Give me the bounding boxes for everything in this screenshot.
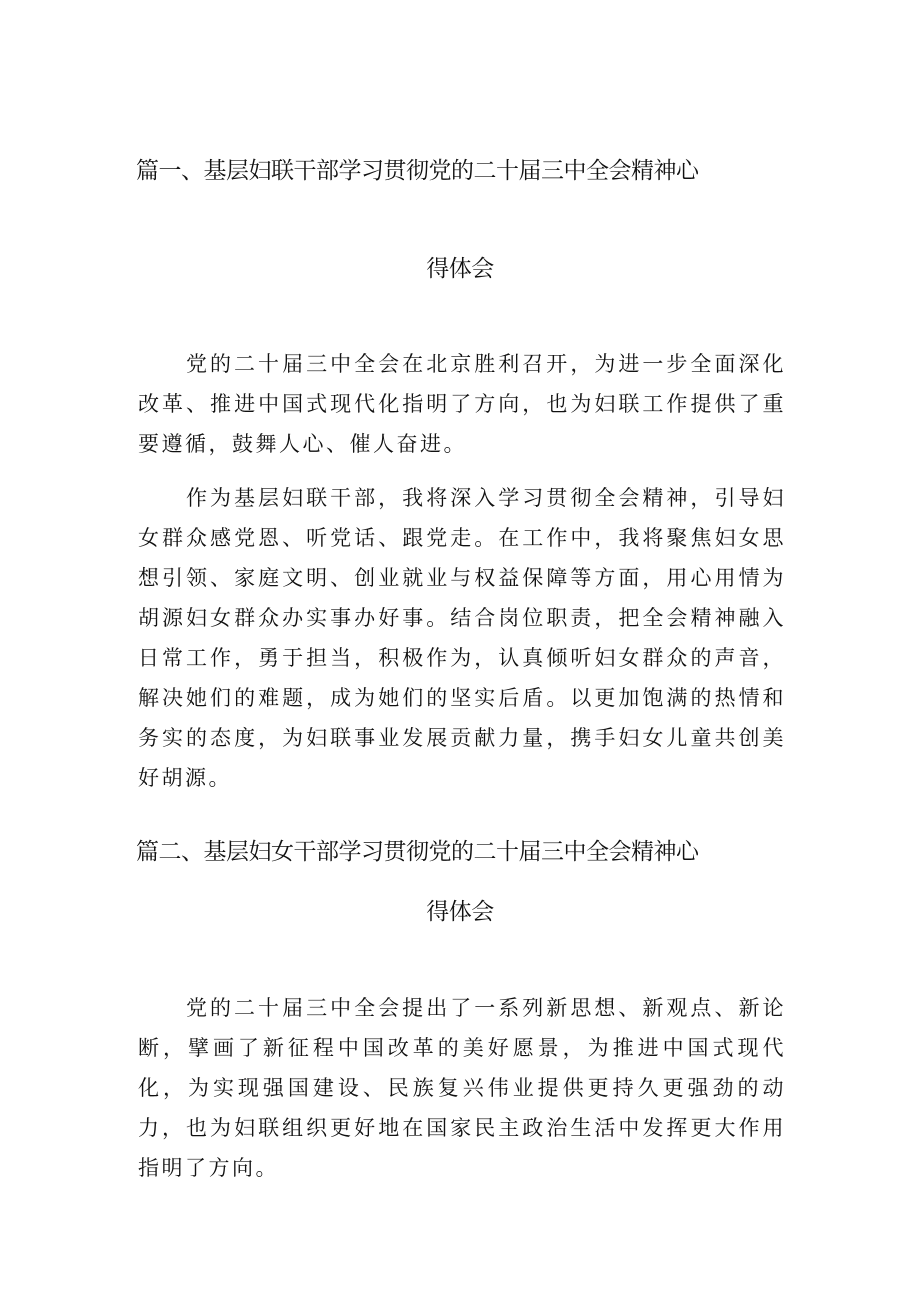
section2-title-line2: 得体会 bbox=[426, 899, 494, 925]
section2-title-line1: 篇二、基层妇女干部学习贯彻党的二十届三中全会精神心 bbox=[136, 839, 699, 865]
section1-title-line2: 得体会 bbox=[426, 256, 494, 282]
section2-paragraph-1: 党的二十届三中全会提出了一系列新思想、新观点、新论断，擘画了新征程中国改革的美好愿景，为推进中国式现代化，为实现强国建设、民族复兴伟业提供更持久更强劲的动力，也为妇联组织更好地在国家民主政治生活中发挥更大作用指明了方向。 bbox=[138, 996, 786, 1180]
section1-paragraph-1: 党的二十届三中全会在北京胜利召开，为进一步全面深化改革、推进中国式现代化指明了方向，也为妇联工作提供了重要遵循，鼓舞人心、催人奋进。 bbox=[138, 352, 786, 456]
section1-title-line1: 篇一、基层妇联干部学习贯彻党的二十届三中全会精神心 bbox=[136, 158, 699, 184]
section1-paragraph-2: 作为基层妇联干部，我将深入学习贯彻全会精神，引导妇女群众感党恩、听党话、跟党走。在工作中，我将聚焦妇女思想引领、家庭文明、创业就业与权益保障等方面，用心用情为胡源妇女群众办实事办好事。结合岗位职责，把全会精神融入日常工作，勇于担当，积极作为，认真倾听妇女群众的声音，解决她们的难题，成为她们的坚实后盾。以更加饱满的热情和务实的态度，为妇联事业发展贡献力量，携手妇女儿童共创美好胡源。 bbox=[138, 486, 786, 790]
